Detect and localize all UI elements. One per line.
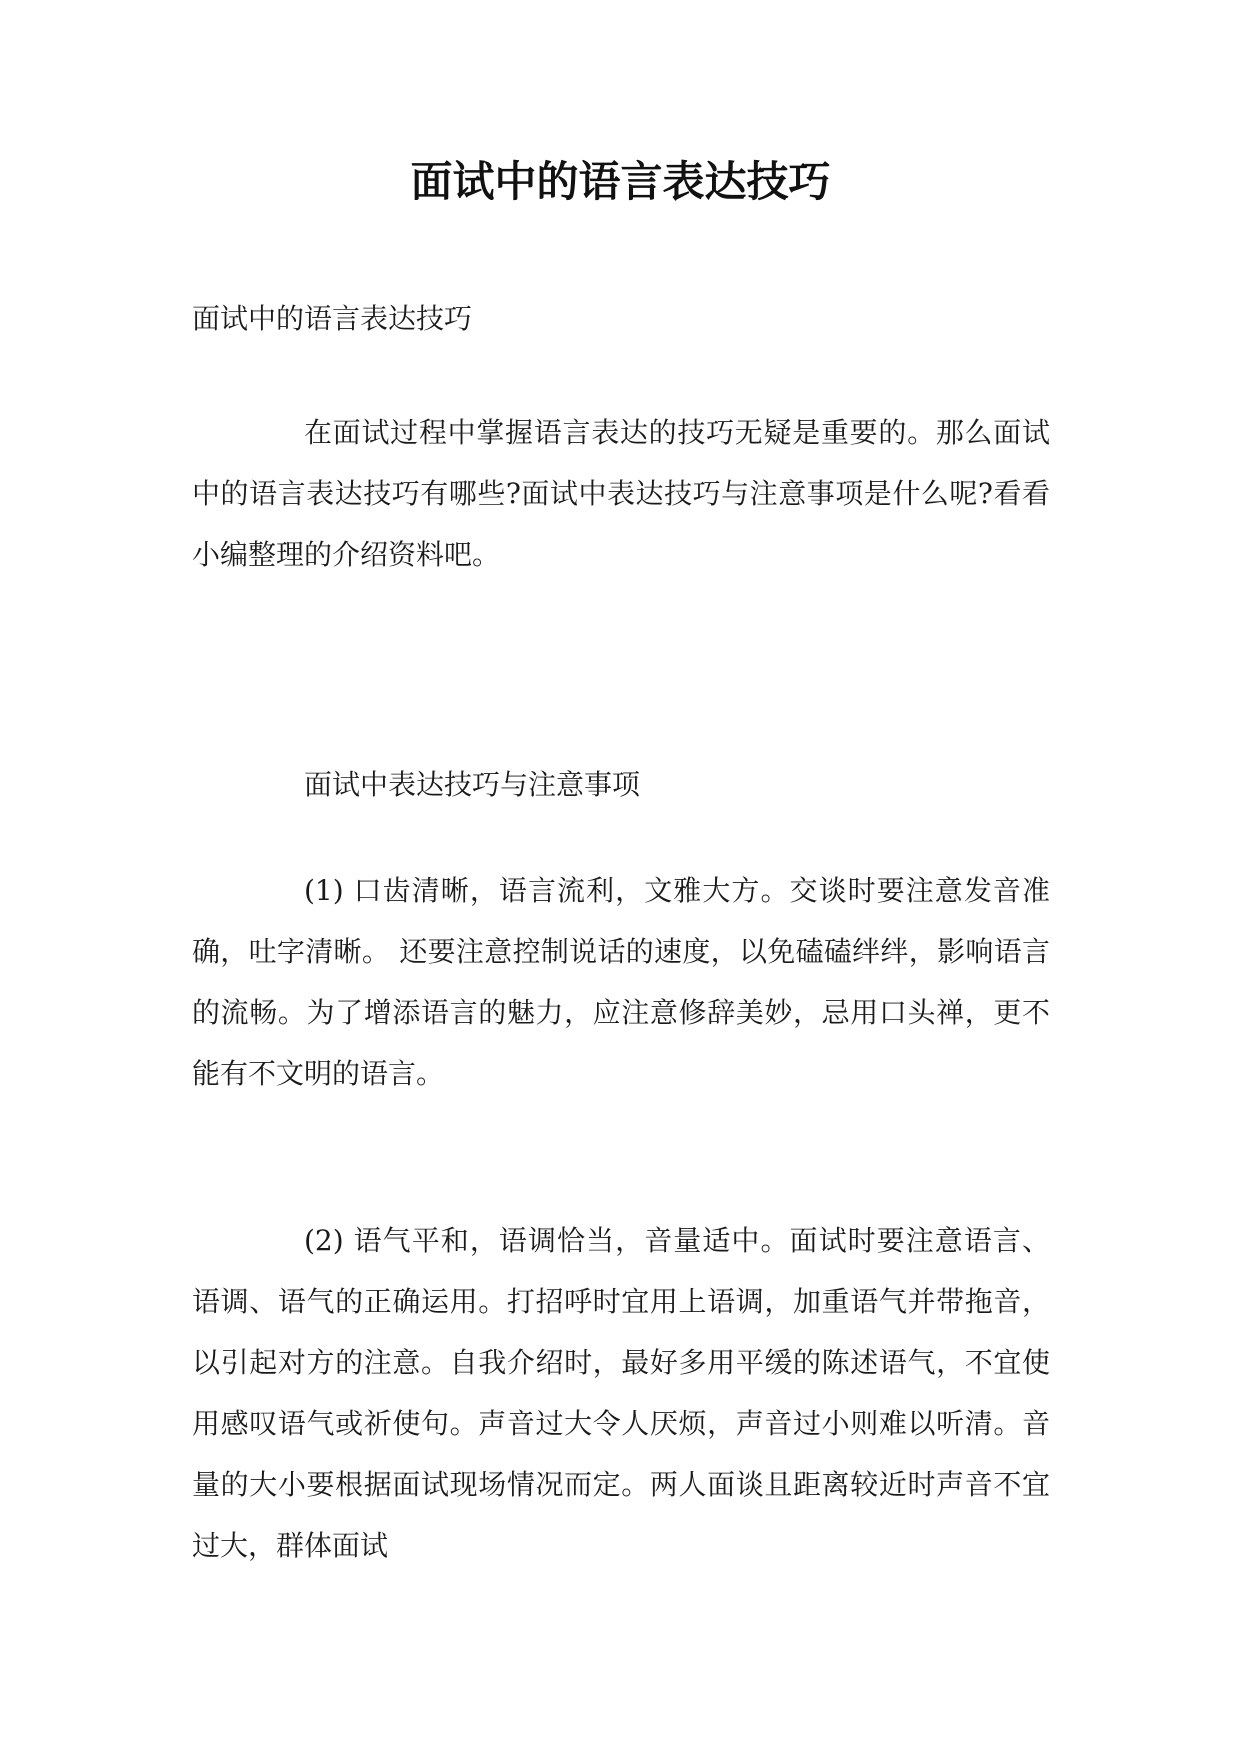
document-subtitle: 面试中的语言表达技巧: [192, 302, 473, 335]
document-title: 面试中的语言表达技巧: [410, 157, 831, 206]
point-paragraph-1: (1) 口齿清晰，语言流利，文雅大方。交谈时要注意发音准确，吐字清晰。 还要注意控制说话的速度，以免磕磕绊绊，影响语言的流畅。为了增添语言的魅力，应注意修辞美妙，忌用口头禅，更不能有不文明的语言。: [192, 874, 1050, 1090]
intro-paragraph: 在面试过程中掌握语言表达的技巧无疑是重要的。那么面试中的语言表达技巧有哪些?面试中表达技巧与注意事项是什么呢?看看小编整理的介绍资料吧。: [192, 416, 1050, 571]
section-heading: 面试中表达技巧与注意事项: [304, 768, 641, 801]
point-paragraph-2: (2) 语气平和，语调恰当，音量适中。面试时要注意语言、语调、语气的正确运用。打招呼时宜用上语调，加重语气并带拖音，以引起对方的注意。自我介绍时，最好多用平缓的陈述语气，不宜使用感叹语气或祈使句。声音过大令人厌烦，声音过小则难以听清。音量的大小要根据面试现场情况而定。两人面谈且距离较近时声音不宜过大，群体面试: [192, 1224, 1050, 1562]
